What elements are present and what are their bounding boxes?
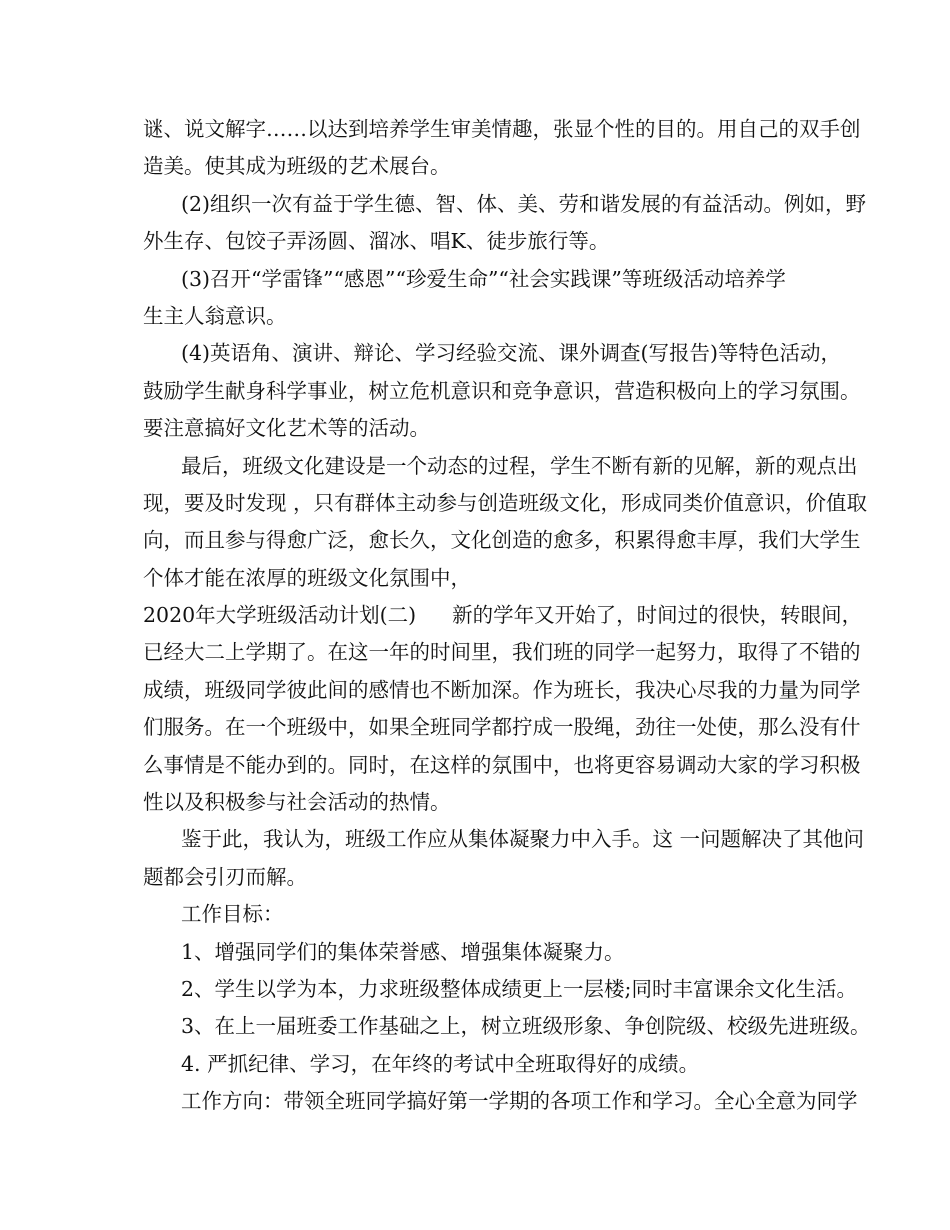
goal-item: 3、在上一届班委工作基础之上，树立班级形象、争创院级、校级先进班级。 (181, 1014, 871, 1039)
text-line: 性以及积极参与社会活动的热情。 (143, 790, 451, 815)
work-direction-line: 工作方向：带领全班同学搞好第一学期的各项工作和学习。全心全意为同学 (181, 1089, 858, 1114)
text-line: 要注意搞好文化艺术等的活动。 (143, 416, 430, 441)
section-title-line (143, 597, 863, 634)
text-line: 谜、说文解字……以达到培养学生审美情趣，张显个性的目的。用自己的双手创 (143, 117, 861, 141)
section-title: 2020年大学班级活动计划(二) (143, 603, 417, 628)
text-line: (3)召开“学雷锋”“感恩”“珍爱生命”“社会实践课”等班级活动培养学 (181, 266, 786, 291)
text-line: 已经大二上学期了。在这一年的时间里，我们班的同学一起努力，取得了不错的 (143, 640, 861, 665)
text-line: 鼓励学生献身科学事业，树立危机意识和竞争意识，营造积极向上的学习氛围。 (143, 378, 861, 403)
text-line: 鉴于此，我认为，班级工作应从集体凝聚力中入手。这 一问题解决了其他问 (181, 827, 865, 852)
goal-item: 2、学生以学为本，力求班级整体成绩更上一层楼;同时丰富课余文化生活。 (181, 976, 857, 1001)
text-line: 么事情是不能办到的。同时，在这样的氛围中，也将更容易调动大家的学习积极 (143, 752, 861, 777)
section-first-line: 新的学年又开始了，时间过的很快，转眼间， (452, 603, 863, 628)
heading-work-goals: 工作目标： (181, 902, 284, 927)
text-line: 题都会引刃而解。 (143, 864, 307, 889)
text-line: 现，要及时发现 ，只有群体主动参与创造班级文化，形成同类价值意识，价值取 (143, 490, 868, 515)
text-line: 外生存、包饺子弄汤圆、溜冰、唱K、徒步旅行等。 (143, 229, 610, 254)
text-line: (2)组织一次有益于学生德、智、体、美、劳和谐发展的有益活动。例如，野 (181, 191, 867, 216)
text-line: 造美。使其成为班级的艺术展台。 (143, 154, 451, 179)
text-line: 个体才能在浓厚的班级文化氛围中， (143, 565, 471, 590)
text-line: (4)英语角、演讲、辩论、学习经验交流、课外调查(写报告)等特色活动， (181, 341, 842, 366)
text-line: 生主人翁意识。 (143, 303, 287, 328)
document-body (143, 111, 871, 1121)
text-line: 成绩，班级同学彼此间的感情也不断加深。作为班长，我决心尽我的力量为同学 (143, 677, 861, 702)
text-line: 最后，班级文化建设是一个动态的过程，学生不断有新的见解，新的观点出 (181, 453, 858, 478)
goal-item: 4. 严抓纪律、学习，在年终的考试中全班取得好的成绩。 (181, 1051, 700, 1076)
text-line: 向，而且参与得愈广泛，愈长久，文化创造的愈多，积累得愈丰厚，我们大学生 (143, 528, 861, 553)
text-line: 们服务。在一个班级中，如果全班同学都拧成一股绳，劲往一处使，那么没有什 (143, 715, 861, 740)
goal-item: 1、增强同学们的集体荣誉感、增强集体凝聚力。 (181, 939, 625, 964)
